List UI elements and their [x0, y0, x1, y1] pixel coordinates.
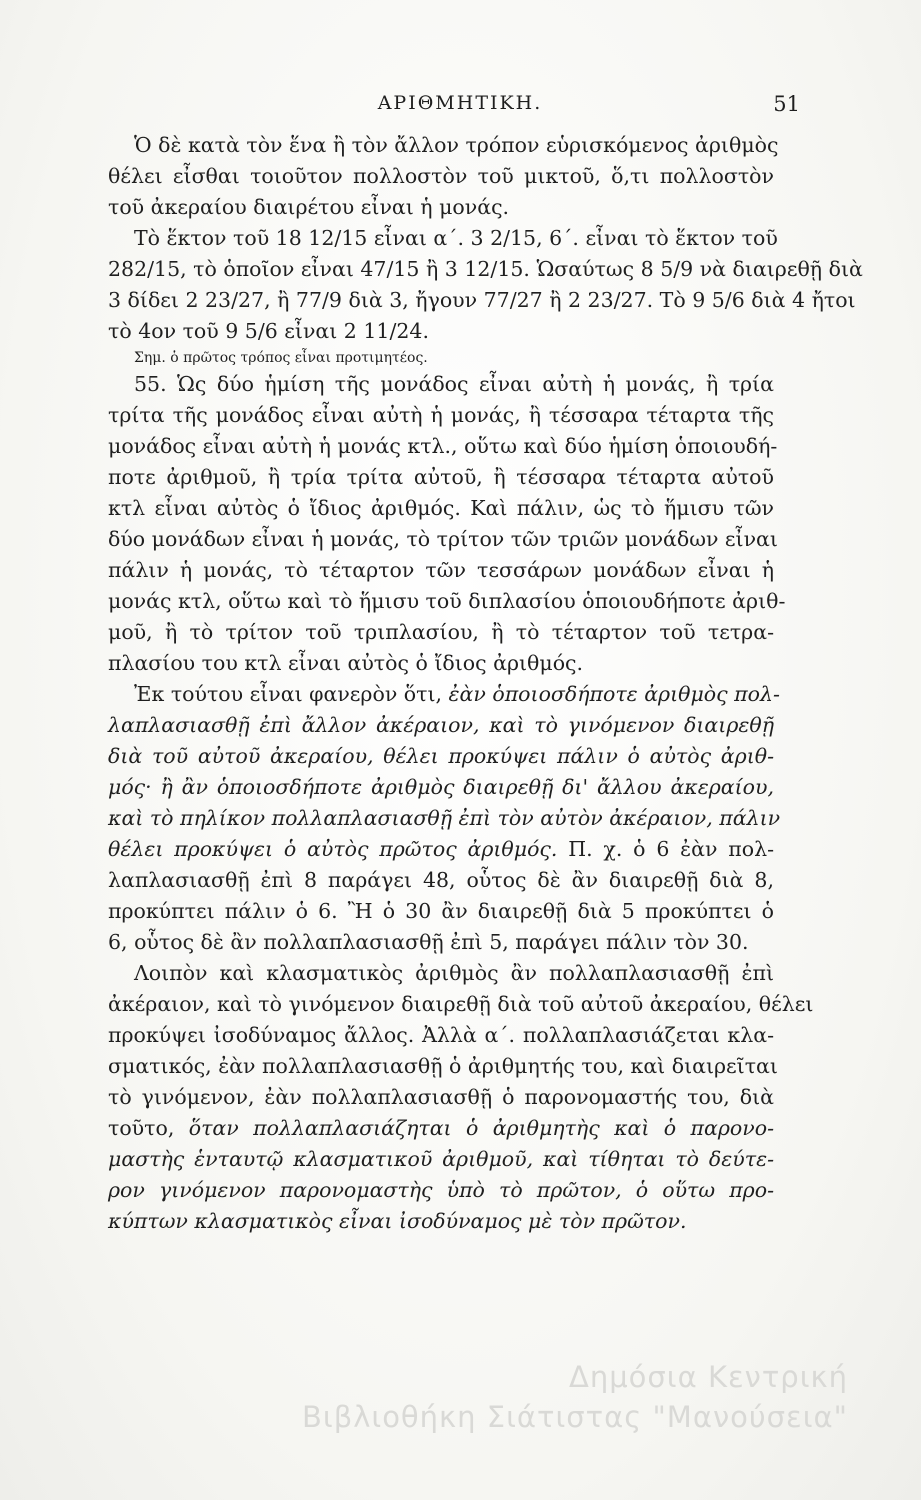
text-line: 3 δίδει 2 23/27, ἢ 77/9 διὰ 3, ἤγουν 77/27 ἢ 2 23/27. Τὸ 9 5/6 διὰ 4 ἤτοι — [108, 288, 856, 312]
body-text — [108, 130, 863, 1237]
text-line: πάλιν ἡ μονάς, τὸ τέταρτον τῶν τεσσάρων μονάδων εἶναι ἡ — [108, 558, 774, 582]
text-line: θέλει εἶσθαι τοιοῦτον πολλοστὸν τοῦ μικτοῦ, ὅ,τι πολλοστὸν — [108, 164, 774, 188]
text-line: λαπλασιασθῇ ἐπὶ ἄλλον ἀκέραιον, καὶ τὸ γινόμενον διαιρεθῇ — [108, 713, 774, 737]
text-line: τρίτα τῆς μονάδος εἶναι αὐτὴ ἡ μονάς, ἢ τέσσαρα τέταρτα τῆς — [108, 403, 774, 427]
text-line: τὸ 4ον τοῦ 9 5/6 εἶναι 2 11/24. — [108, 319, 429, 343]
text-line: Τὸ ἕκτον τοῦ 18 12/15 εἶναι α΄. 3 2/15, 6΄. εἶναι τὸ ἕκτον τοῦ — [134, 226, 778, 250]
text-line: 55. Ὡς δύο ἡμίση τῆς μονάδος εἶναι αὐτὴ ἡ μονάς, ἢ τρία — [134, 372, 774, 396]
text-line: Σημ. ὁ πρῶτος τρόπος εἶναι προτιμητέος. — [134, 350, 428, 366]
text-line: σματικός, ἐὰν πολλαπλασιασθῇ ὁ ἀριθμητής του, καὶ διαιρεῖται — [108, 1054, 778, 1078]
text-line: Ἐκ τούτου εἶναι φανερὸν ὅτι, ἐὰν ὁποιοσδήποτε ἀριθμὸς πολ- — [134, 682, 780, 706]
text-line: κύπτων κλασματικὸς εἶναι ἰσοδύναμος μὲ τὸν πρῶτον. — [108, 1209, 687, 1233]
text-line: πλασίου του κτλ εἶναι αὐτὸς ὁ ἴδιος ἀριθμός. — [108, 651, 584, 675]
text-line: 6, οὗτος δὲ ἂν πολλαπλασιασθῇ ἐπὶ 5, παράγει πάλιν τὸν 30. — [108, 930, 749, 954]
text-line: μονάς κτλ, οὕτω καὶ τὸ ἥμισυ τοῦ διπλασίου ὁποιουδήποτε ἀριθ- — [108, 589, 786, 613]
text-line: κτλ εἶναι αὐτὸς ὁ ἴδιος ἀριθμός. Καὶ πάλιν, ὡς τὸ ἥμισυ τῶν — [108, 496, 774, 520]
text-line: τοῦ ἀκεραίου διαιρέτου εἶναι ἡ μονάς. — [108, 195, 510, 219]
text-line: μοῦ, ἢ τὸ τρίτον τοῦ τριπλασίου, ἢ τὸ τέταρτον τοῦ τετρα- — [108, 620, 774, 644]
text-line: διὰ τοῦ αὐτοῦ ἀκεραίου, θέλει προκύψει πάλιν ὁ αὐτὸς ἀριθ- — [108, 744, 774, 768]
text-line: θέλει προκύψει ὁ αὐτὸς πρῶτος ἀριθμός. Π. χ. ὁ 6 ἐὰν πολ- — [108, 837, 775, 861]
text-line: ἀκέραιον, καὶ τὸ γινόμενον διαιρεθῇ διὰ τοῦ αὐτοῦ ἀκεραίου, θέλει — [108, 992, 814, 1016]
text-line: ρον γινόμενον παρονομαστὴς ὑπὸ τὸ πρῶτον, ὁ οὕτω προ- — [108, 1178, 774, 1202]
text-line: 282/15, τὸ ὁποῖον εἶναι 47/15 ἢ 3 12/15. Ὡσαύτως 8 5/9 νὰ διαιρεθῇ διὰ — [108, 257, 863, 281]
text-line: μαστὴς ἑνταυτῷ κλασματικοῦ ἀριθμοῦ, καὶ τίθηται τὸ δεύτε- — [108, 1147, 774, 1171]
text-line: τοῦτο, ὅταν πολλαπλασιάζηται ὁ ἀριθμητὴς καὶ ὁ παρονο- — [108, 1116, 774, 1140]
text-line: καὶ τὸ πηλίκον πολλαπλασιασθῇ ἐπὶ τὸν αὐτὸν ἀκέραιον, πάλιν — [108, 806, 781, 830]
text-line: Ὁ δὲ κατὰ τὸν ἕνα ἢ τὸν ἄλλον τρόπον εὑρισκόμενος ἀριθμὸς — [134, 133, 779, 157]
text-line: μονάδος εἶναι αὐτὴ ἡ μονάς κτλ., οὕτω καὶ δύο ἡμίση ὁποιουδή- — [108, 434, 778, 458]
running-head — [120, 92, 800, 122]
library-watermark-line2: Βιβλιοθήκη Σιάτιστας "Μανούσεια" — [302, 1400, 848, 1434]
text-line: λαπλασιασθῇ ἐπὶ 8 παράγει 48, οὗτος δὲ ἂν διαιρεθῇ διὰ 8, — [108, 868, 774, 892]
text-line: δύο μονάδων εἶναι ἡ μονάς, τὸ τρίτον τῶν τριῶν μονάδων εἶναι — [108, 527, 778, 551]
text-line: προκύψει ἰσοδύναμος ἄλλος. Ἀλλὰ α΄. πολλαπλασιάζεται κλα- — [108, 1023, 774, 1047]
library-watermark-line1: Δημόσια Κεντρική — [569, 1360, 848, 1394]
text-line: προκύπτει πάλιν ὁ 6. Ἢ ὁ 30 ἂν διαιρεθῇ διὰ 5 προκύπτει ὁ — [108, 899, 774, 923]
running-title: ΑΡΙΘΜΗΤΙΚΗ. — [377, 92, 543, 114]
text-line: μός· ἢ ἂν ὁποιοσδήποτε ἀριθμὸς διαιρεθῇ δι' ἄλλου ἀκεραίου, — [108, 775, 774, 799]
text-line: τὸ γινόμενον, ἐὰν πολλαπλασιασθῇ ὁ παρονομαστής του, διὰ — [108, 1085, 774, 1109]
text-line: ποτε ἀριθμοῦ, ἢ τρία τρίτα αὐτοῦ, ἢ τέσσαρα τέταρτα αὐτοῦ — [108, 465, 774, 489]
text-line: Λοιπὸν καὶ κλασματικὸς ἀριθμὸς ἂν πολλαπλασιασθῇ ἐπὶ — [134, 961, 774, 985]
page-number: 51 — [773, 92, 800, 116]
